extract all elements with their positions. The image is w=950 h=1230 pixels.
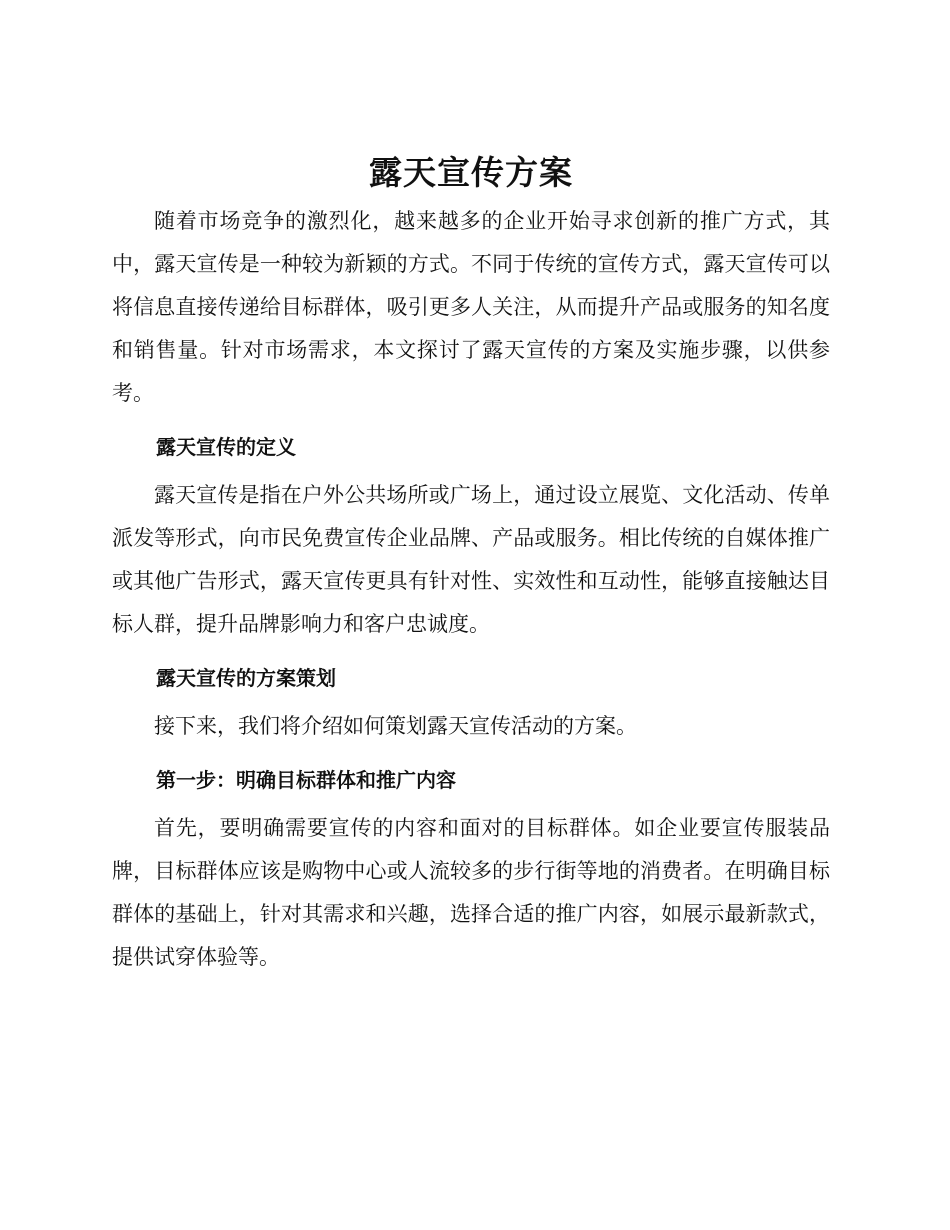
section-paragraph-step-one: 首先，要明确需要宣传的内容和面对的目标群体。如企业要宣传服装品牌，目标群体应该是购物中心或人流较多的步行街等地的消费者。在明确目标群体的基础上，针对其需求和兴趣，选择合适的推广内容，如展示最新款式，提供试穿体验等。 xyxy=(112,816,830,969)
section-paragraph-planning: 接下来，我们将介绍如何策划露天宣传活动的方案。 xyxy=(154,714,637,738)
spacer xyxy=(112,795,830,807)
spacer xyxy=(112,462,830,474)
document-page xyxy=(112,150,830,979)
document-title: 露天宣传方案 xyxy=(369,153,573,192)
spacer xyxy=(112,646,830,663)
section-heading-planning: 露天宣传的方案策划 xyxy=(156,666,336,690)
section-heading-definition: 露天宣传的定义 xyxy=(156,435,296,459)
intro-paragraph: 随着市场竞争的激烈化，越来越多的企业开始寻求创新的推广方式，其中，露天宣传是一种较为新颖的方式。不同于传统的宣传方式，露天宣传可以将信息直接传递给目标群体，吸引更多人关注，从而提升产品或服务的知名度和销售量。针对市场需求，本文探讨了露天宣传的方案及实施步骤，以供参考。 xyxy=(112,209,830,405)
spacer xyxy=(112,693,830,705)
spacer xyxy=(112,748,830,765)
section-heading-step-one: 第一步：明确目标群体和推广内容 xyxy=(156,768,456,792)
spacer xyxy=(112,415,830,432)
section-paragraph-definition: 露天宣传是指在户外公共场所或广场上，通过设立展览、文化活动、传单派发等形式，向市民免费宣传企业品牌、产品或服务。相比传统的自媒体推广或其他广告形式，露天宣传更具有针对性、实效性和互动性，能够直接触达目标人群，提升品牌影响力和客户忠诚度。 xyxy=(112,483,830,636)
